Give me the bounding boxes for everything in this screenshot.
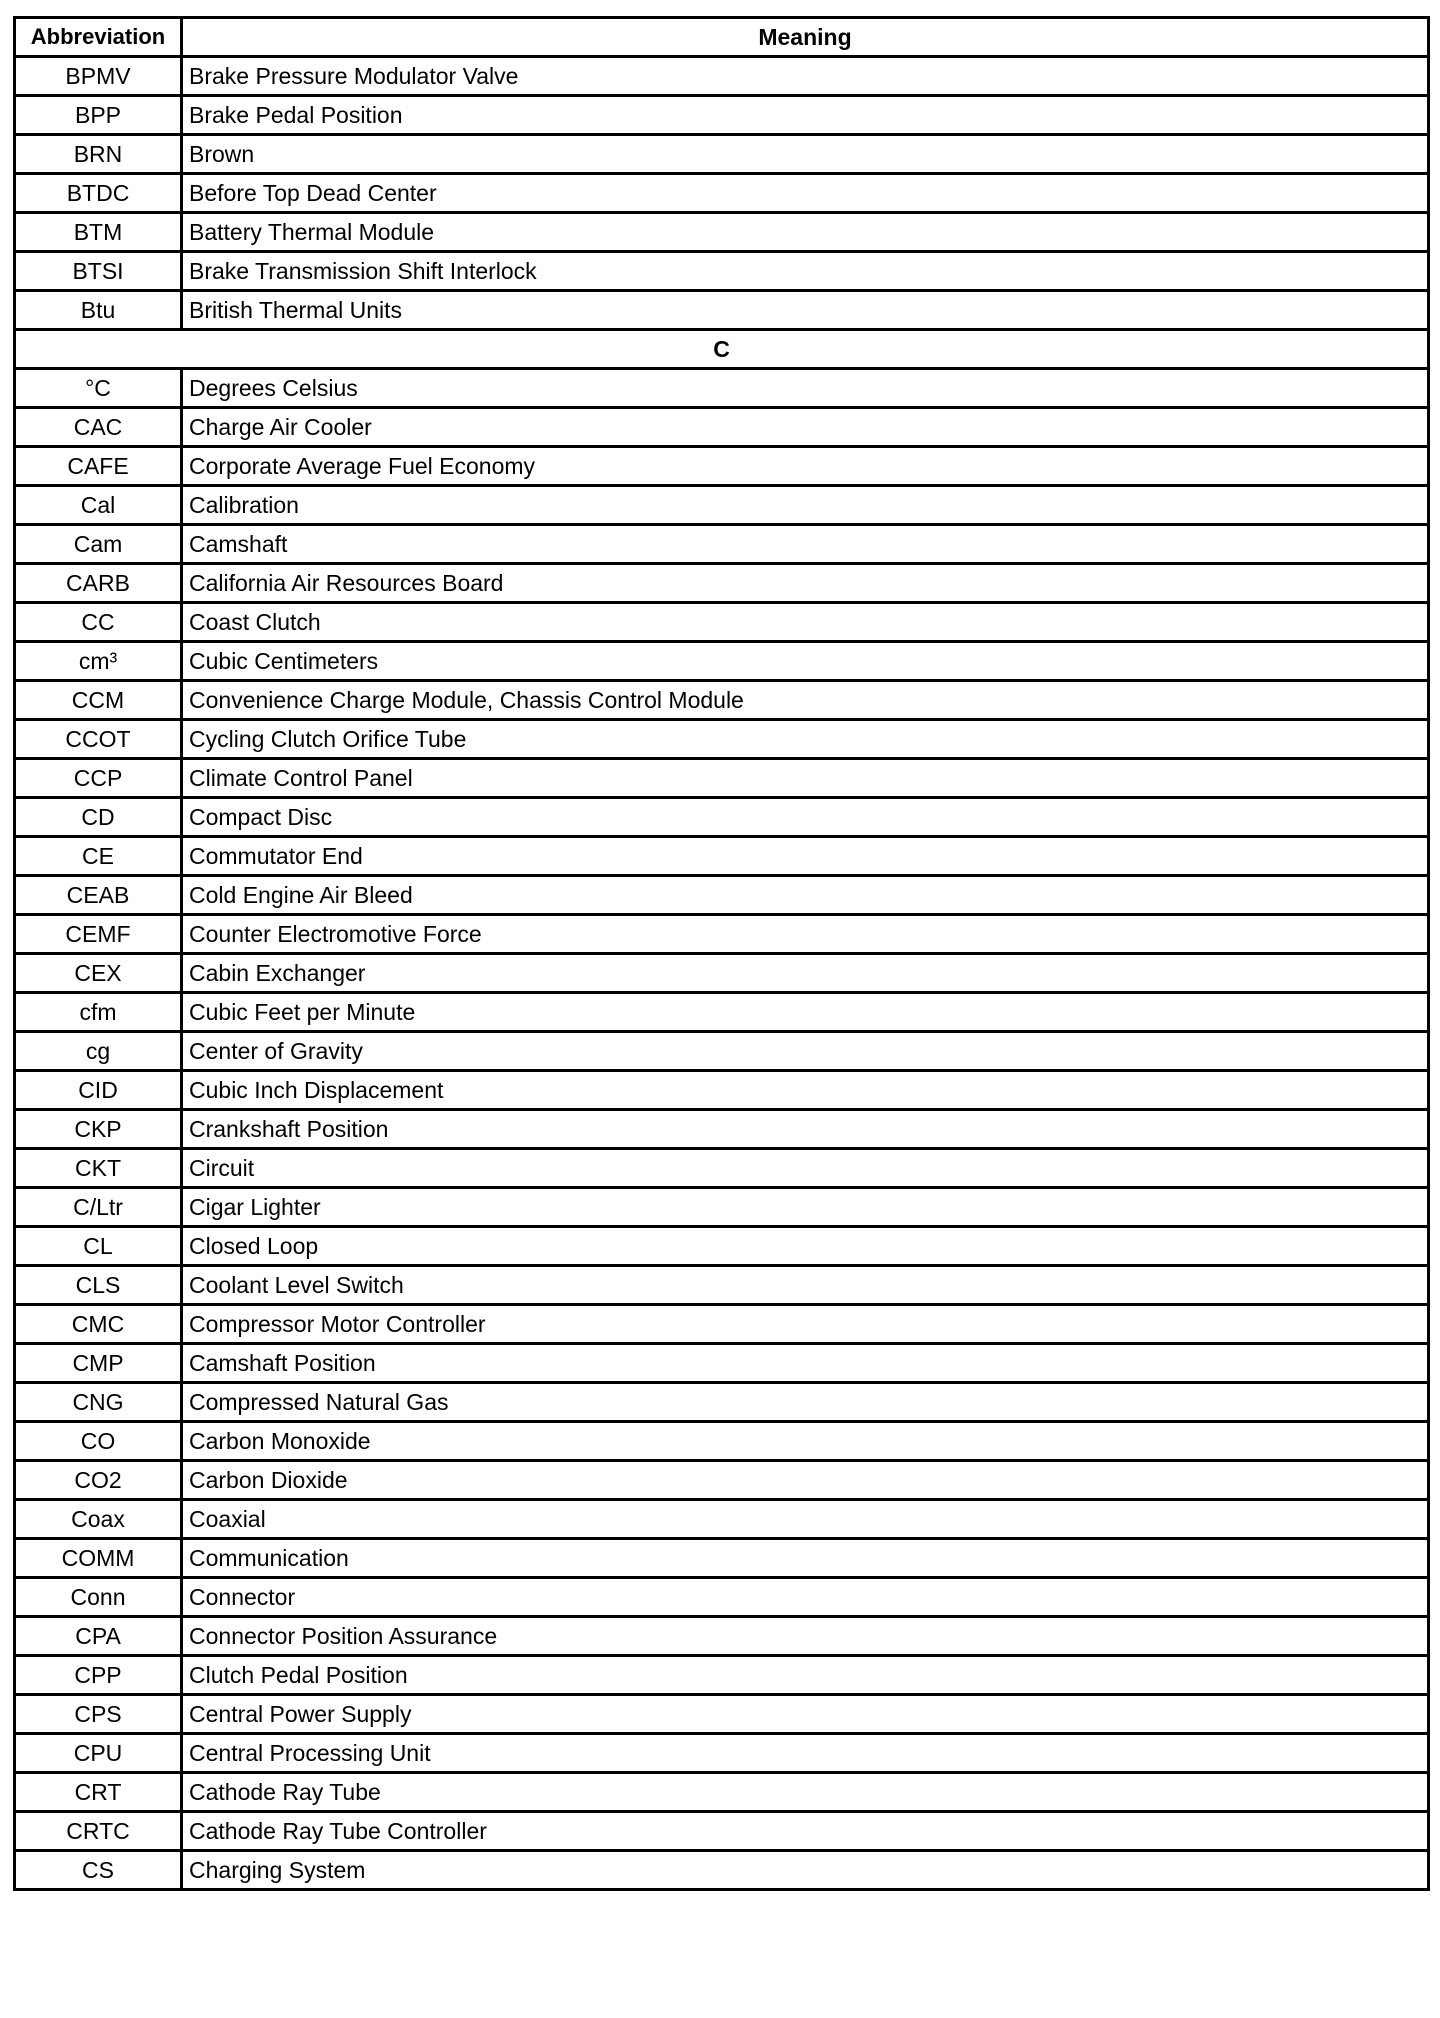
table-row <box>15 486 1429 525</box>
meaning-cell: Before Top Dead Center <box>182 174 1429 213</box>
abbreviation-cell: BTM <box>15 213 182 252</box>
meaning-cell: Compressor Motor Controller <box>182 1305 1429 1344</box>
table-row <box>15 993 1429 1032</box>
meaning-cell: Corporate Average Fuel Economy <box>182 447 1429 486</box>
abbreviation-cell: CO2 <box>15 1461 182 1500</box>
abbreviation-cell: BRN <box>15 135 182 174</box>
header-row <box>15 18 1429 57</box>
abbreviation-cell: CAC <box>15 408 182 447</box>
table-row <box>15 1266 1429 1305</box>
meaning-cell: Cigar Lighter <box>182 1188 1429 1227</box>
table-row <box>15 681 1429 720</box>
table-row <box>15 1695 1429 1734</box>
abbreviation-cell: Coax <box>15 1500 182 1539</box>
section-row <box>15 330 1429 369</box>
abbreviation-cell: CPP <box>15 1656 182 1695</box>
abbreviation-cell: Btu <box>15 291 182 330</box>
abbreviation-cell: CRT <box>15 1773 182 1812</box>
section-heading: C <box>15 330 1429 369</box>
meaning-cell: California Air Resources Board <box>182 564 1429 603</box>
abbreviation-cell: cm³ <box>15 642 182 681</box>
table-row <box>15 408 1429 447</box>
meaning-cell: Camshaft Position <box>182 1344 1429 1383</box>
abbreviation-cell: CRTC <box>15 1812 182 1851</box>
table-row <box>15 1578 1429 1617</box>
table-row <box>15 876 1429 915</box>
abbreviation-cell: CS <box>15 1851 182 1890</box>
table-row <box>15 1812 1429 1851</box>
table-row <box>15 1539 1429 1578</box>
table-row <box>15 915 1429 954</box>
table-row <box>15 57 1429 96</box>
abbreviation-cell: CCP <box>15 759 182 798</box>
abbreviation-cell: CARB <box>15 564 182 603</box>
abbreviation-cell: CMP <box>15 1344 182 1383</box>
abbreviation-cell: CO <box>15 1422 182 1461</box>
table-row <box>15 1656 1429 1695</box>
abbreviation-cell: CNG <box>15 1383 182 1422</box>
table-row <box>15 1227 1429 1266</box>
table-row <box>15 837 1429 876</box>
meaning-cell: Cubic Inch Displacement <box>182 1071 1429 1110</box>
meaning-cell: Counter Electromotive Force <box>182 915 1429 954</box>
abbreviation-table <box>13 16 1430 1891</box>
meaning-cell: Commutator End <box>182 837 1429 876</box>
table-row <box>15 213 1429 252</box>
meaning-cell: Climate Control Panel <box>182 759 1429 798</box>
meaning-cell: British Thermal Units <box>182 291 1429 330</box>
meaning-cell: Center of Gravity <box>182 1032 1429 1071</box>
table-row <box>15 1305 1429 1344</box>
table-row <box>15 96 1429 135</box>
meaning-cell: Clutch Pedal Position <box>182 1656 1429 1695</box>
table-row <box>15 564 1429 603</box>
table-row <box>15 291 1429 330</box>
abbreviation-cell: Cal <box>15 486 182 525</box>
abbreviation-cell: COMM <box>15 1539 182 1578</box>
abbreviation-cell: BPP <box>15 96 182 135</box>
table-row <box>15 1344 1429 1383</box>
meaning-cell: Crankshaft Position <box>182 1110 1429 1149</box>
abbreviation-cell: Conn <box>15 1578 182 1617</box>
abbreviation-cell: CL <box>15 1227 182 1266</box>
table-row <box>15 1734 1429 1773</box>
abbreviation-cell: CPU <box>15 1734 182 1773</box>
meaning-cell: Calibration <box>182 486 1429 525</box>
meaning-cell: Circuit <box>182 1149 1429 1188</box>
abbreviation-cell: CE <box>15 837 182 876</box>
abbreviation-cell: CKP <box>15 1110 182 1149</box>
abbreviation-cell: CEMF <box>15 915 182 954</box>
meaning-cell: Central Processing Unit <box>182 1734 1429 1773</box>
abbreviation-cell: CID <box>15 1071 182 1110</box>
abbreviation-cell: CPS <box>15 1695 182 1734</box>
meaning-cell: Brown <box>182 135 1429 174</box>
table-row <box>15 1617 1429 1656</box>
meaning-cell: Degrees Celsius <box>182 369 1429 408</box>
abbreviation-cell: CD <box>15 798 182 837</box>
meaning-cell: Cathode Ray Tube <box>182 1773 1429 1812</box>
abbreviation-column-header: Abbreviation <box>15 18 182 57</box>
abbreviation-cell: °C <box>15 369 182 408</box>
meaning-cell: Communication <box>182 1539 1429 1578</box>
abbreviation-cell: CAFE <box>15 447 182 486</box>
abbreviation-cell: CMC <box>15 1305 182 1344</box>
meaning-cell: Brake Transmission Shift Interlock <box>182 252 1429 291</box>
meaning-cell: Carbon Monoxide <box>182 1422 1429 1461</box>
meaning-cell: Brake Pressure Modulator Valve <box>182 57 1429 96</box>
table-row <box>15 525 1429 564</box>
table-row <box>15 252 1429 291</box>
meaning-cell: Carbon Dioxide <box>182 1461 1429 1500</box>
abbreviation-cell: cfm <box>15 993 182 1032</box>
table-body <box>15 57 1429 1890</box>
table-row <box>15 1188 1429 1227</box>
meaning-cell: Closed Loop <box>182 1227 1429 1266</box>
meaning-cell: Connector <box>182 1578 1429 1617</box>
meaning-cell: Compressed Natural Gas <box>182 1383 1429 1422</box>
meaning-cell: Battery Thermal Module <box>182 213 1429 252</box>
table-row <box>15 759 1429 798</box>
meaning-cell: Cold Engine Air Bleed <box>182 876 1429 915</box>
abbreviation-cell: cg <box>15 1032 182 1071</box>
abbreviation-cell: Cam <box>15 525 182 564</box>
abbreviation-cell: CCOT <box>15 720 182 759</box>
abbreviation-cell: CPA <box>15 1617 182 1656</box>
abbreviation-cell: CKT <box>15 1149 182 1188</box>
table-row <box>15 798 1429 837</box>
table-row <box>15 1422 1429 1461</box>
table-row <box>15 135 1429 174</box>
abbreviation-cell: CCM <box>15 681 182 720</box>
meaning-cell: Coaxial <box>182 1500 1429 1539</box>
meaning-cell: Cycling Clutch Orifice Tube <box>182 720 1429 759</box>
table-row <box>15 1032 1429 1071</box>
table-row <box>15 1149 1429 1188</box>
table-row <box>15 1851 1429 1890</box>
table-row <box>15 1071 1429 1110</box>
abbreviation-cell: BTDC <box>15 174 182 213</box>
table-row <box>15 720 1429 759</box>
table-row <box>15 1773 1429 1812</box>
meaning-cell: Coolant Level Switch <box>182 1266 1429 1305</box>
table-row <box>15 603 1429 642</box>
meaning-cell: Cubic Centimeters <box>182 642 1429 681</box>
abbreviation-cell: CC <box>15 603 182 642</box>
table-row <box>15 954 1429 993</box>
table-row <box>15 369 1429 408</box>
table-row <box>15 447 1429 486</box>
meaning-cell: Coast Clutch <box>182 603 1429 642</box>
meaning-cell: Brake Pedal Position <box>182 96 1429 135</box>
meaning-cell: Charge Air Cooler <box>182 408 1429 447</box>
meaning-cell: Cubic Feet per Minute <box>182 993 1429 1032</box>
table-row <box>15 1110 1429 1149</box>
abbreviation-cell: CLS <box>15 1266 182 1305</box>
table-row <box>15 642 1429 681</box>
abbreviation-cell: CEAB <box>15 876 182 915</box>
table-row <box>15 174 1429 213</box>
table-row <box>15 1500 1429 1539</box>
abbreviation-cell: C/Ltr <box>15 1188 182 1227</box>
meaning-cell: Cabin Exchanger <box>182 954 1429 993</box>
meaning-cell: Central Power Supply <box>182 1695 1429 1734</box>
meaning-cell: Compact Disc <box>182 798 1429 837</box>
meaning-cell: Convenience Charge Module, Chassis Control Module <box>182 681 1429 720</box>
meaning-cell: Connector Position Assurance <box>182 1617 1429 1656</box>
abbreviation-cell: CEX <box>15 954 182 993</box>
meaning-cell: Camshaft <box>182 525 1429 564</box>
meaning-cell: Charging System <box>182 1851 1429 1890</box>
table-row <box>15 1461 1429 1500</box>
meaning-column-header: Meaning <box>182 18 1429 57</box>
table-row <box>15 1383 1429 1422</box>
meaning-cell: Cathode Ray Tube Controller <box>182 1812 1429 1851</box>
abbreviation-cell: BPMV <box>15 57 182 96</box>
abbreviation-cell: BTSI <box>15 252 182 291</box>
